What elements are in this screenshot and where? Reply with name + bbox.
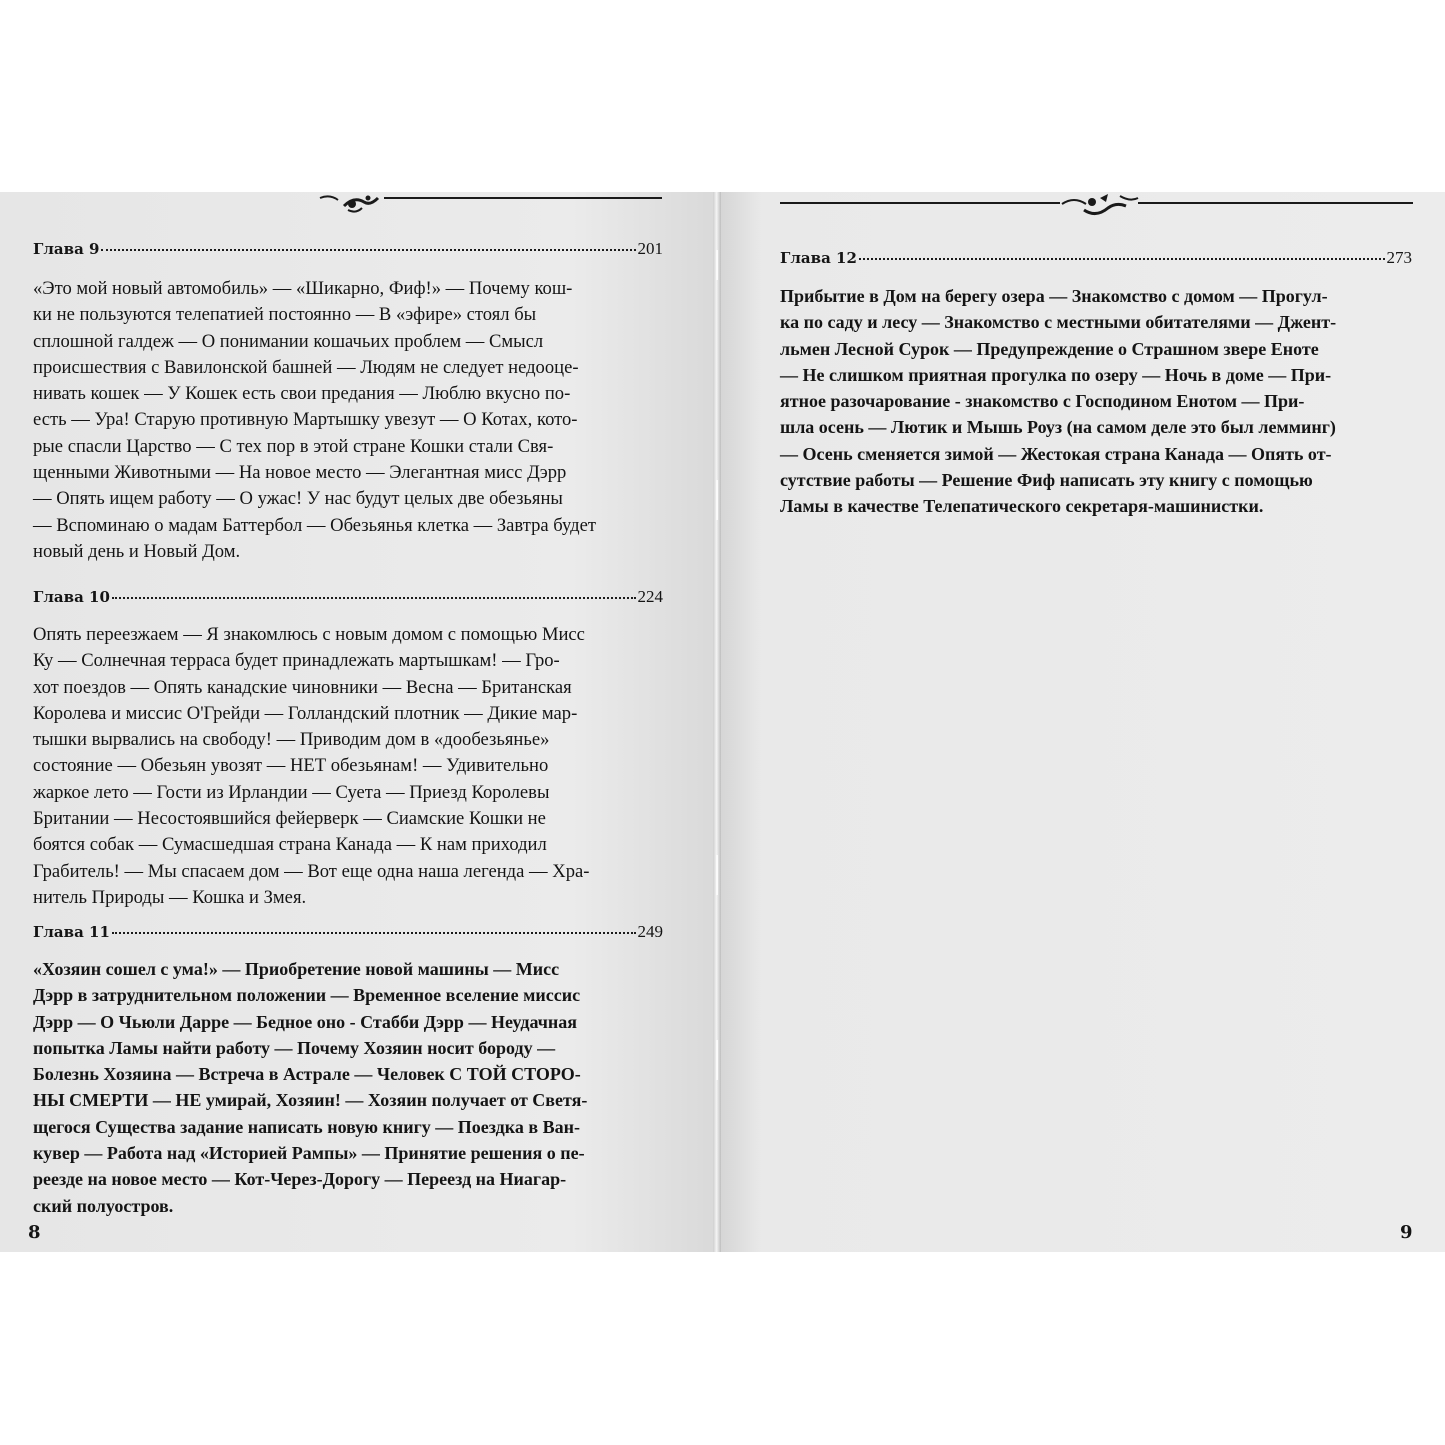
- summary-line: «Хозяин сошел с ума!» — Приобретение новой машины — Мисс: [33, 959, 560, 979]
- left-page: [0, 192, 716, 1252]
- summary-line: состояние — Обезьян увозят — НЕТ обезьянам! — Удивительно: [33, 755, 549, 777]
- summary-line: ка по саду и лесу — Знакомство с местными обитателями — Джент-: [780, 312, 1337, 333]
- summary-line: рые спасли Царство — С тех пор в этой стране Кошки стали Свя-: [33, 435, 554, 457]
- chapter-title: Глава 12: [780, 249, 857, 267]
- summary-line: «Это мой новый автомобиль» — «Шикарно, Фиф!» — Почему кош-: [33, 278, 573, 299]
- summary-line: Британии — Несостоявшийся фейерверк — Сиамские Кошки не: [33, 808, 546, 830]
- chapter-page-number: 224: [637, 587, 663, 606]
- summary-line: попытка Ламы найти работу — Почему Хозяин носит бороду —: [33, 1037, 556, 1058]
- summary-line: нитель Природы — Кошка и Змея.: [33, 886, 307, 908]
- summary-line: шла осень — Лютик и Мышь Роуз (на самом деле это был лемминг): [780, 417, 1336, 438]
- page-number: 8: [28, 1222, 41, 1243]
- chapter-summary: [780, 283, 1336, 520]
- summary-line: тышки вырвались на свободу! — Приводим дом в «дообезьянье»: [33, 729, 550, 751]
- summary-line: Дэрр в затруднительном положении — Временное вселение миссис: [33, 985, 581, 1006]
- summary-line: щенными Животными — На новое место — Элегантная мисс Дэрр: [33, 462, 567, 484]
- summary-line: ский полуостров.: [33, 1195, 174, 1216]
- header-ornament-right: [718, 192, 1445, 222]
- page-number: 9: [1400, 1222, 1413, 1243]
- header-ornament-left: [0, 192, 665, 222]
- summary-line: кувер — Работа над «Историей Рампы» — Принятие решения о пе-: [33, 1143, 585, 1164]
- leader-dots: [112, 930, 636, 934]
- summary-line: происшествия с Вавилонской башней — Людям не следует недооце-: [33, 356, 579, 378]
- floral-vignette-icon: [1060, 192, 1140, 220]
- summary-line: Грабитель! — Мы спасаем дом — Вот еще одна наша легенда — Хра-: [33, 860, 590, 882]
- summary-line: льмен Лесной Сурок — Предупреждение о Страшном звере Еноте: [780, 338, 1319, 359]
- summary-line: — Вспоминаю о мадам Баттербол — Обезьянья клетка — Завтра будет: [33, 514, 597, 536]
- chapter-page-number: 249: [637, 922, 663, 941]
- chapter-title: Глава 10: [33, 588, 110, 606]
- summary-line: новый день и Новый Дом.: [33, 540, 241, 562]
- summary-line: Ку — Солнечная терраса будет принадлежать мартышкам! — Гро-: [33, 650, 560, 672]
- leader-dots: [112, 595, 636, 599]
- chapter-heading: [33, 587, 663, 607]
- summary-line: Опять переезжаем — Я знакомлюсь с новым домом с помощью Мисс: [33, 624, 585, 645]
- summary-line: нивать кошек — У Кошек есть свои предания — Люблю вкусно по-: [33, 383, 571, 405]
- leader-dots: [101, 247, 635, 251]
- chapter-summary: [33, 276, 596, 565]
- summary-line: сутствие работы — Решение Фиф написать эту книгу с помощью: [780, 470, 1313, 491]
- summary-line: Ламы в качестве Телепатического секретаря-машинистки.: [780, 496, 1264, 517]
- book-gutter: [713, 192, 721, 1252]
- binding-stitch: [716, 855, 718, 895]
- chapter-title: Глава 11: [33, 923, 110, 941]
- summary-line: — Опять ищем работу — О ужас! У нас будут целых две обезьяны: [33, 488, 563, 510]
- summary-line: Прибытие в Дом на берегу озера — Знакомство с домом — Прогул-: [780, 286, 1328, 306]
- chapter-heading: [33, 239, 663, 259]
- summary-line: щегося Существа задание написать новую книгу — Поездка в Ван-: [33, 1116, 580, 1137]
- chapter-page-number: 201: [637, 239, 663, 258]
- chapter-page-number: 273: [1386, 248, 1412, 267]
- chapter-summary: [33, 956, 587, 1219]
- summary-line: ки не пользуются телепатией постоянно — В «эфире» стоял бы: [33, 304, 537, 326]
- summary-line: жаркое лето — Гости из Ирландии — Суета — Приезд Королевы: [33, 781, 550, 803]
- summary-line: НЫ СМЕРТИ — НЕ умирай, Хозяин! — Хозяин получает от Светя-: [33, 1090, 588, 1111]
- summary-line: — Осень сменяется зимой — Жестокая страна Канада — Опять от-: [780, 443, 1332, 464]
- summary-line: Королева и миссис О'Грейди — Голландский плотник — Дикие мар-: [33, 702, 578, 724]
- chapter-heading: [33, 922, 663, 942]
- summary-line: Болезнь Хозяина — Встреча в Астрале — Человек С ТОЙ СТОРО-: [33, 1064, 581, 1085]
- leader-dots: [859, 256, 1385, 260]
- summary-line: хот поездов — Опять канадские чиновники — Весна — Британская: [33, 676, 572, 698]
- chapter-summary: [33, 622, 589, 911]
- summary-line: сплошной галдеж — О понимании кошачьих проблем — Смысл: [33, 330, 544, 352]
- floral-vignette-icon: [318, 192, 388, 216]
- summary-line: есть — Ура! Старую противную Мартышку увезут — О Котах, кото-: [33, 409, 578, 431]
- binding-stitch: [716, 1040, 718, 1080]
- binding-stitch: [716, 250, 718, 280]
- summary-line: реезде на новое место — Кот-Через-Дорогу — Переезд на Ниагар-: [33, 1169, 567, 1190]
- chapter-title: Глава 9: [33, 240, 100, 258]
- summary-line: ятное разочарование - знакомство с Господином Енотом — При-: [780, 391, 1305, 412]
- summary-line: боятся собак — Сумасшедшая страна Канада — К нам приходил: [33, 834, 547, 856]
- summary-line: Дэрр — О Чьюли Дарре — Бедное оно - Стабби Дэрр — Неудачная: [33, 1011, 577, 1032]
- binding-stitch: [716, 480, 718, 520]
- summary-line: — Не слишком приятная прогулка по озеру — Ночь в доме — При-: [780, 364, 1332, 385]
- chapter-heading: [780, 248, 1412, 268]
- right-page: [718, 192, 1445, 1252]
